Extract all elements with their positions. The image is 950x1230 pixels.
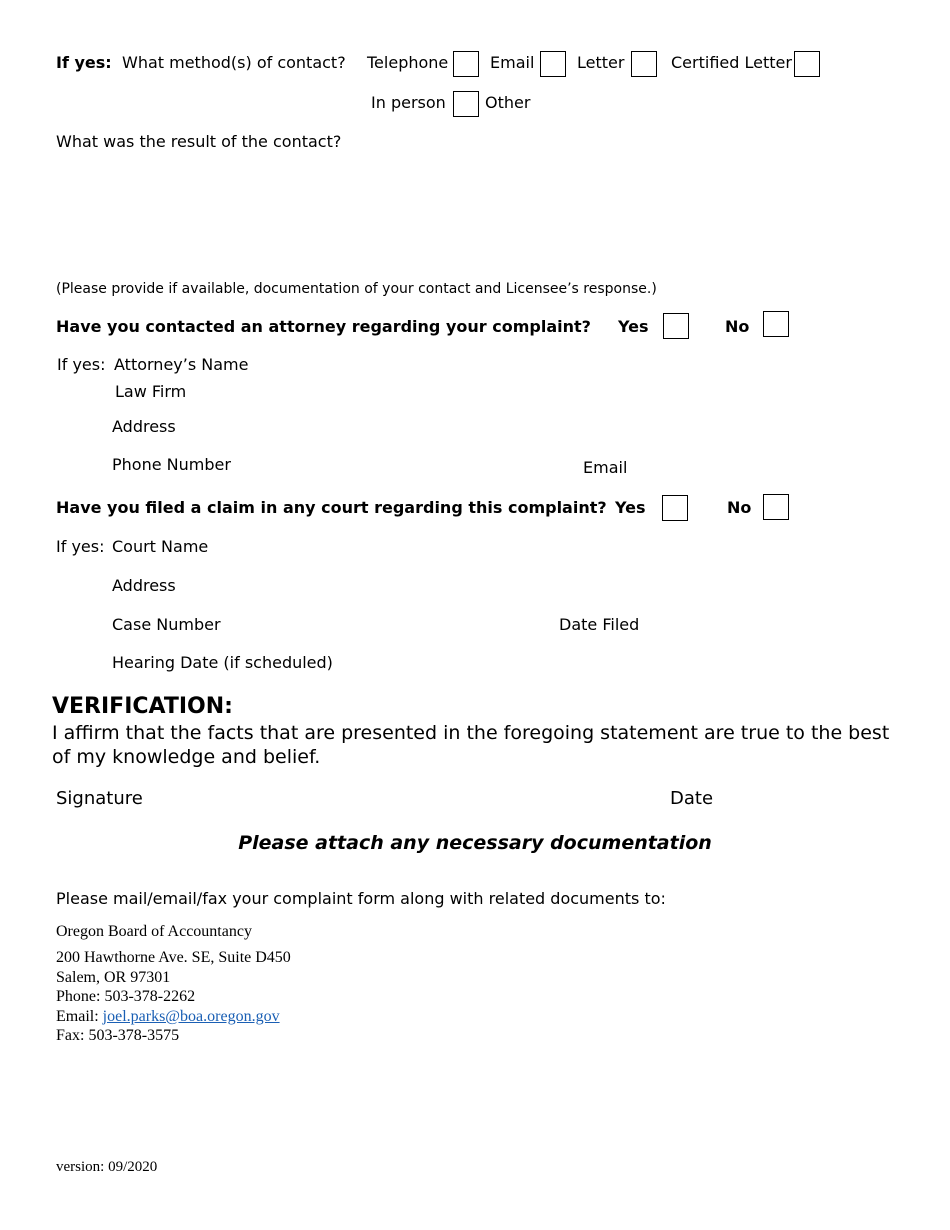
court-name-label: Court Name	[112, 537, 209, 556]
attorney-name-label: Attorney’s Name	[114, 355, 249, 374]
method-letter-label: Letter	[577, 53, 625, 72]
method-telephone-checkbox[interactable]	[453, 51, 479, 77]
attorney-phone-label: Phone Number	[112, 455, 231, 474]
mail-instructions: Please mail/email/fax your complaint form along with related documents to:	[56, 889, 666, 908]
date-filed-label: Date Filed	[559, 615, 640, 634]
method-in-person-label: In person	[371, 93, 446, 112]
hearing-date-label: Hearing Date (if scheduled)	[112, 653, 333, 672]
method-letter-checkbox[interactable]	[631, 51, 657, 77]
attorney-email-label: Email	[583, 458, 628, 477]
board-name: Oregon Board of Accountancy	[56, 923, 252, 940]
court-question: Have you filed a claim in any court regarding this complaint?	[56, 498, 607, 517]
board-contact-block	[56, 948, 291, 1046]
signature-label: Signature	[56, 788, 143, 809]
attorney-no-label: No	[725, 317, 750, 336]
court-address-label: Address	[112, 576, 176, 595]
board-email-prefix: Email:	[56, 1007, 103, 1025]
attorney-yes-label: Yes	[618, 317, 649, 336]
method-email-checkbox[interactable]	[540, 51, 566, 77]
attorney-no-checkbox[interactable]	[763, 311, 789, 337]
attorney-question: Have you contacted an attorney regarding your complaint?	[56, 317, 591, 336]
documentation-note: (Please provide if available, documentation of your contact and Licensee’s response.)	[56, 281, 657, 297]
court-if-yes-label: If yes:	[56, 537, 105, 556]
verification-statement: I affirm that the facts that are presented in the foregoing statement are true to the best of my knowledge and belief.	[52, 722, 890, 768]
court-no-label: No	[727, 498, 752, 517]
attorney-yes-checkbox[interactable]	[663, 313, 689, 339]
board-email-link[interactable]: joel.parks@boa.oregon.gov	[102, 1007, 280, 1025]
method-certified-label: Certified Letter	[671, 53, 792, 72]
method-telephone-label: Telephone	[367, 53, 449, 72]
court-no-checkbox[interactable]	[763, 494, 789, 520]
verification-heading: VERIFICATION:	[52, 694, 233, 719]
board-phone: Phone: 503-378-2262	[56, 988, 196, 1005]
verification-date-label: Date	[670, 788, 714, 809]
court-yes-checkbox[interactable]	[662, 495, 688, 521]
attach-documentation-note: Please attach any necessary documentation	[238, 832, 712, 854]
method-other-label: Other	[485, 93, 531, 112]
court-yes-label: Yes	[615, 498, 646, 517]
board-address-line2: Salem, OR 97301	[56, 968, 171, 986]
contact-result-question: What was the result of the contact?	[56, 132, 342, 151]
attorney-if-yes-label: If yes:	[57, 355, 106, 374]
contact-method-question: What method(s) of contact?	[122, 53, 346, 72]
board-address-line1: 200 Hawthorne Ave. SE, Suite D450	[56, 949, 291, 966]
version-label: version: 09/2020	[56, 1159, 158, 1175]
method-certified-checkbox[interactable]	[794, 51, 820, 77]
attorney-address-label: Address	[112, 417, 176, 436]
board-email-row	[56, 1007, 291, 1027]
board-fax: Fax: 503-378-3575	[56, 1027, 180, 1044]
law-firm-label: Law Firm	[115, 382, 187, 401]
if-yes-label: If yes:	[56, 53, 112, 72]
method-email-label: Email	[490, 53, 535, 72]
case-number-label: Case Number	[112, 615, 221, 634]
method-in-person-checkbox[interactable]	[453, 91, 479, 117]
